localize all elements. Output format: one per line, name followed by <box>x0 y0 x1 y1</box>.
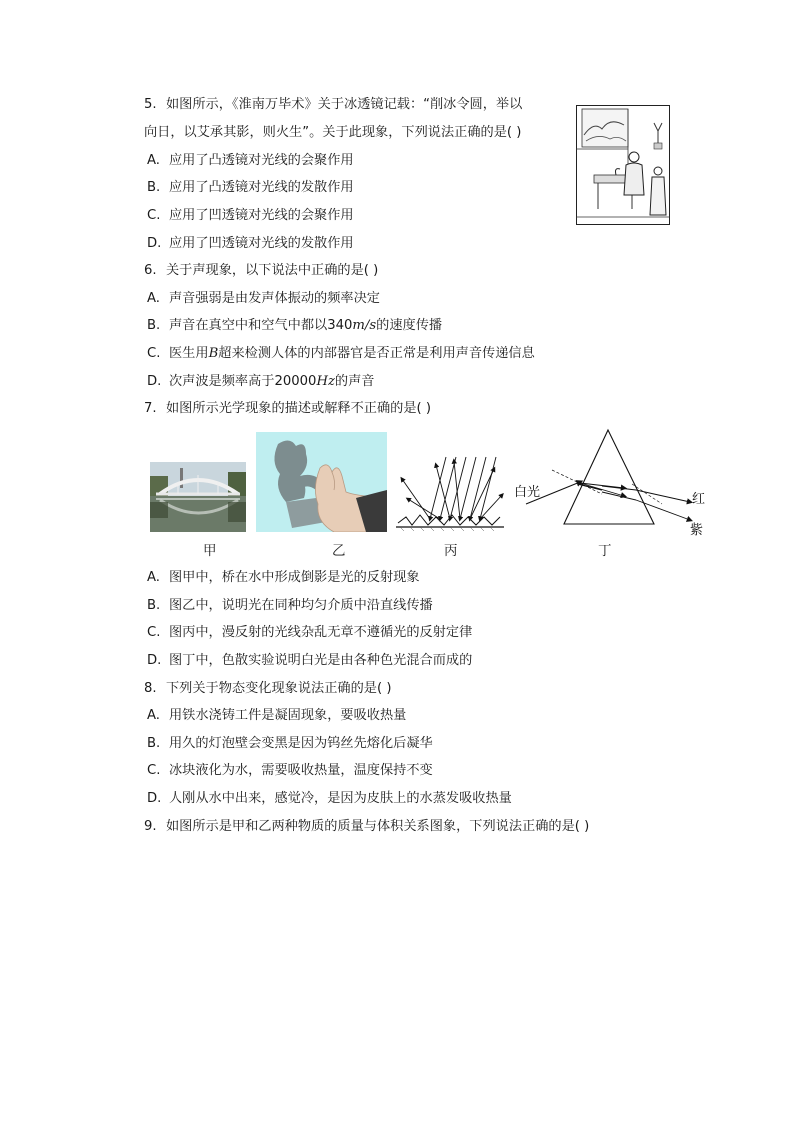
option-letter: B. <box>147 736 161 751</box>
question-9-stem <box>144 818 589 836</box>
q5-option-b <box>147 179 354 197</box>
option-letter: A. <box>147 708 160 723</box>
caption-jia: 甲 <box>203 543 217 559</box>
option-letter: D. <box>147 653 162 668</box>
option-text: 应用了凸透镜对光线的发散作用 <box>169 180 354 195</box>
option-text: 的速度传播 <box>376 318 443 333</box>
caption-bing: 丙 <box>444 543 458 559</box>
question-text: 如图所示光学现象的描述或解释不正确的是( ) <box>166 401 432 416</box>
option-text: 超来检测人体的内部器官是否正常是利用声音传递信息 <box>218 346 535 361</box>
question-text: 下列关于物态变化现象说法正确的是( ) <box>166 681 392 696</box>
option-text: 用铁水浇铸工件是凝固现象，要吸收热量 <box>169 708 407 723</box>
bridge-reflection-photo <box>150 462 246 532</box>
option-letter: C. <box>147 346 161 361</box>
option-letter: D. <box>147 791 162 806</box>
q6-option-c <box>147 345 535 363</box>
q8-option-b <box>147 735 433 753</box>
q6-option-b <box>147 317 442 335</box>
question-8-stem <box>144 680 391 698</box>
option-text: 声音强弱是由发声体振动的频率决定 <box>169 291 380 306</box>
question-number: 7. <box>144 401 157 416</box>
question-6-stem <box>144 262 378 280</box>
option-text: 声音在真空中和空气中都以340 <box>169 318 353 333</box>
option-text: 图甲中，桥在水中形成倒影是光的反射现象 <box>169 570 420 585</box>
diffuse-reflection-diagram <box>396 455 504 531</box>
caption-yi: 乙 <box>332 543 346 559</box>
q7-option-c <box>147 624 472 642</box>
question-text: 如图所示是甲和乙两种物质的质量与体积关系图象，下列说法正确的是( ) <box>166 819 590 834</box>
question-number: 6. <box>144 263 157 278</box>
math-unit: Hz <box>316 374 335 389</box>
label-violet: 紫 <box>690 523 704 538</box>
question-number: 5. <box>144 97 157 112</box>
q8-option-a <box>147 707 406 725</box>
option-text: 用久的灯泡壁会变黑是因为钨丝先熔化后凝华 <box>169 736 433 751</box>
option-letter: B. <box>147 318 161 333</box>
q7-option-b <box>147 597 433 615</box>
option-letter: A. <box>147 570 160 585</box>
option-text: 冰块液化为水，需要吸收热量，温度保持不变 <box>169 763 433 778</box>
option-text: 应用了凸透镜对光线的会聚作用 <box>169 153 354 168</box>
option-letter: A. <box>147 153 160 168</box>
option-text: 应用了凹透镜对光线的发散作用 <box>169 236 354 251</box>
math-unit: m/s <box>352 318 377 333</box>
q5-option-a <box>147 152 354 170</box>
option-text: 人刚从水中出来，感觉冷，是因为皮肤上的水蒸发吸收热量 <box>169 791 512 806</box>
q7-option-a <box>147 569 420 587</box>
question-text: 向日，以艾承其影，则火生”。关于此现象，下列说法正确的是( ) <box>144 125 522 140</box>
option-letter: C. <box>147 625 161 640</box>
q6-option-d <box>147 373 374 391</box>
option-letter: C. <box>147 208 161 223</box>
option-text: 应用了凹透镜对光线的会聚作用 <box>169 208 354 223</box>
option-letter: D. <box>147 374 162 389</box>
hand-shadow-photo <box>256 432 387 532</box>
option-text: 医生用 <box>169 346 209 361</box>
option-letter: B. <box>147 180 161 195</box>
q8-option-d <box>147 790 512 808</box>
option-letter: C. <box>147 763 161 778</box>
caption-ding: 丁 <box>598 543 612 559</box>
option-letter: D. <box>147 236 162 251</box>
label-white-light: 白光 <box>514 485 541 500</box>
q8-option-c <box>147 762 433 780</box>
option-text: 次声波是频率高于20000 <box>169 374 317 389</box>
option-text: 图丁中，色散实验说明白光是由各种色光混合而成的 <box>169 653 473 668</box>
question-text: 关于声现象，以下说法中正确的是( ) <box>166 263 379 278</box>
math-symbol: B <box>208 346 219 361</box>
option-text: 的声音 <box>334 374 375 389</box>
question-5-stem-line2 <box>144 124 521 142</box>
option-text: 图乙中，说明光在同种均匀介质中沿直线传播 <box>169 598 433 613</box>
q5-option-c <box>147 207 354 225</box>
q5-option-d <box>147 235 354 253</box>
q6-option-a <box>147 290 380 308</box>
option-letter: A. <box>147 291 160 306</box>
question-number: 9. <box>144 819 157 834</box>
ancient-scholar-illustration <box>576 105 670 225</box>
question-5-stem-line1 <box>144 96 522 114</box>
question-number: 8. <box>144 681 157 696</box>
option-letter: B. <box>147 598 161 613</box>
label-red: 红 <box>692 492 706 507</box>
prism-dispersion-diagram <box>512 426 708 538</box>
question-text: 如图所示，《淮南万毕术》关于冰透镜记载：“削冰令圆，举以 <box>166 97 523 112</box>
q7-option-d <box>147 652 472 670</box>
option-text: 图丙中，漫反射的光线杂乱无章不遵循光的反射定律 <box>169 625 473 640</box>
question-7-stem <box>144 400 431 418</box>
